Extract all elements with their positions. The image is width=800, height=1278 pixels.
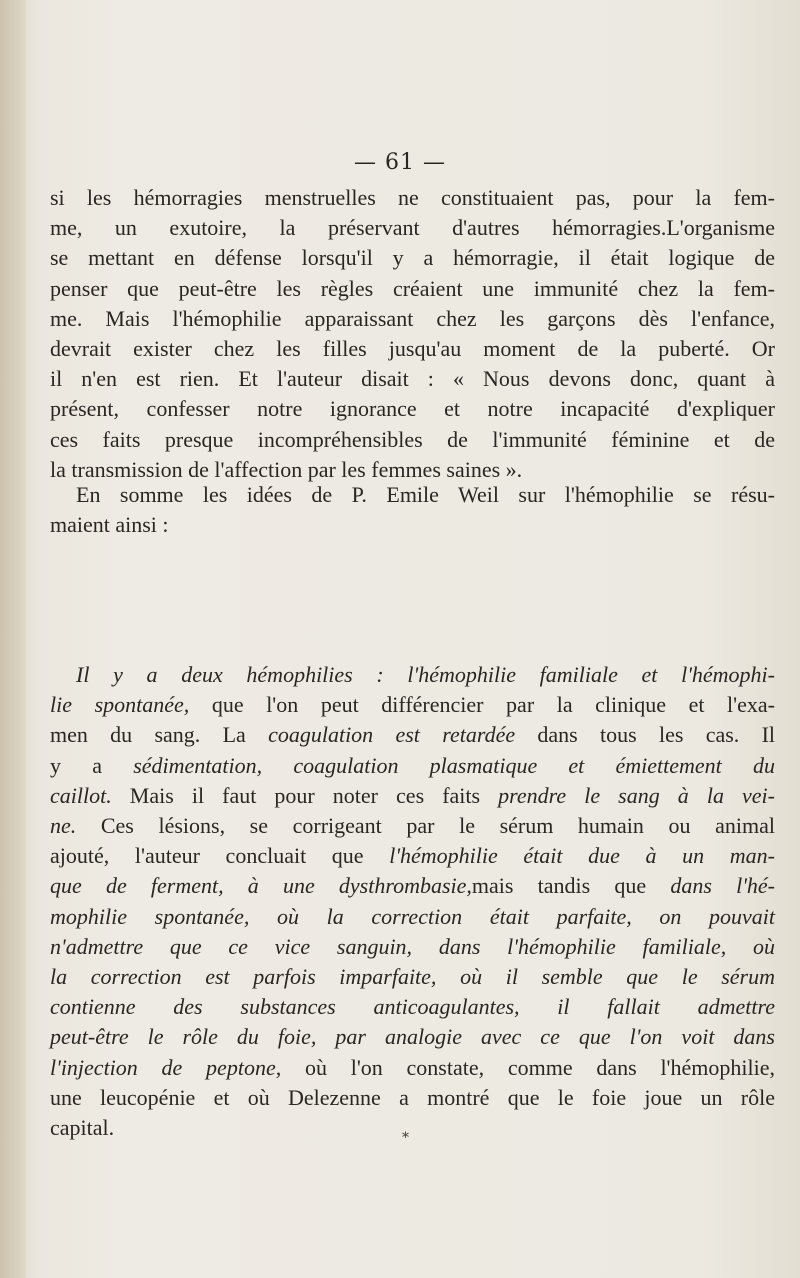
- roman-text: Mais il faut pour noter ces faits: [111, 782, 499, 808]
- text-line: maient ainsi :: [50, 512, 169, 538]
- text-line: [50, 811, 775, 841]
- paragraph-2: [50, 480, 775, 540]
- roman-text: y a: [50, 752, 134, 778]
- text-line: [50, 962, 775, 992]
- italic-text: lie spontanée,: [50, 692, 190, 718]
- italic-text: coagulation est retardée: [268, 722, 516, 748]
- text-line: [50, 660, 775, 690]
- text-line: [50, 932, 775, 962]
- text-line: la transmission de l'affection par les femmes saines ».: [50, 456, 523, 482]
- roman-text: capital.: [50, 1115, 115, 1141]
- roman-text: men du sang. La: [50, 722, 269, 748]
- text-line: [50, 690, 775, 720]
- italic-text: Il y a deux hémophilies : l'hémophilie familiale et l'hémophi-: [76, 662, 775, 687]
- text-line: [50, 871, 775, 901]
- text-line: [50, 1113, 775, 1143]
- text-line: [50, 751, 775, 781]
- italic-text: l'hémophilie était due à un man-: [389, 843, 775, 869]
- italic-text: contienne des substances anticoagulantes, il fallait admettre: [50, 994, 775, 1020]
- text-line: [50, 781, 775, 811]
- roman-text: une leucopénie et où Delezenne a montré que le foie joue un rôle: [50, 1084, 775, 1110]
- text-line: [50, 902, 775, 932]
- roman-text: dans tous les cas. Il: [515, 722, 776, 748]
- roman-text: où l'on constate, comme dans l'hémophilie,: [281, 1054, 775, 1080]
- italic-text: ne.: [50, 813, 77, 839]
- italic-text: que de ferment, à une dysthrombasie,: [50, 873, 472, 899]
- italic-text: dans l'hé-: [670, 873, 775, 899]
- text-line: il n'en est rien. Et l'auteur disait : « Nous devons donc, quant à: [50, 366, 775, 392]
- text-line: penser que peut-être les règles créaient une immunité chez la fem-: [50, 275, 775, 301]
- text-line: [50, 1022, 775, 1052]
- roman-text: Ces lésions, se corrigeant par le sérum humain ou animal: [76, 813, 775, 839]
- italic-text: peut-être le rôle du foie, par analogie avec ce que l'on voit dans: [50, 1024, 775, 1050]
- text-line: devrait exister chez les filles jusqu'au moment de la puberté. Or: [50, 336, 775, 362]
- paragraph-1: [50, 183, 775, 485]
- italic-text: l'injection de peptone,: [50, 1054, 282, 1080]
- text-line: si les hémorragies menstruelles ne constituaient pas, pour la fem-: [50, 185, 775, 210]
- italic-text: mophilie spontanée, où la correction était parfaite, on pouvait: [50, 903, 775, 929]
- text-line: [50, 720, 775, 750]
- text-line: ces faits presque incompréhensibles de l'immunité féminine et de: [50, 426, 775, 452]
- text-line: En somme les idées de P. Emile Weil sur l'hémophilie se résu-: [76, 482, 775, 507]
- roman-text: que l'on peut différencier par la clinique et l'exa-: [189, 692, 775, 718]
- roman-text: mais tandis que: [471, 873, 671, 899]
- text-line: [50, 1083, 775, 1113]
- italic-text: la correction est parfois imparfaite, où il semble que le sérum: [50, 964, 775, 990]
- text-line: [50, 841, 775, 871]
- text-line: se mettant en défense lorsqu'il y a hémorragie, il était logique de: [50, 245, 775, 271]
- italic-text: caillot.: [50, 782, 112, 808]
- footer-mark: *: [402, 1130, 409, 1146]
- text-line: me. Mais l'hémophilie apparaissant chez les garçons dès l'enfance,: [50, 305, 775, 331]
- text-line: me, un exutoire, la préservant d'autres hémorragies.L'organisme: [50, 215, 775, 241]
- roman-text: ajouté, l'auteur concluait que: [50, 843, 390, 869]
- page-number: — 61 —: [354, 150, 446, 175]
- page-edge-shadow: [0, 0, 26, 1278]
- italic-text: sédimentation, coagulation plasmatique et émiettement du: [133, 752, 776, 778]
- text-line: [50, 1053, 775, 1083]
- text-line: présent, confesser notre ignorance et notre incapacité d'expliquer: [50, 396, 775, 422]
- paragraph-3: [50, 660, 775, 1143]
- italic-text: prendre le sang à la vei-: [498, 782, 775, 808]
- text-line: [50, 992, 775, 1022]
- italic-text: n'admettre que ce vice sanguin, dans l'hémophilie familiale, où: [50, 933, 775, 959]
